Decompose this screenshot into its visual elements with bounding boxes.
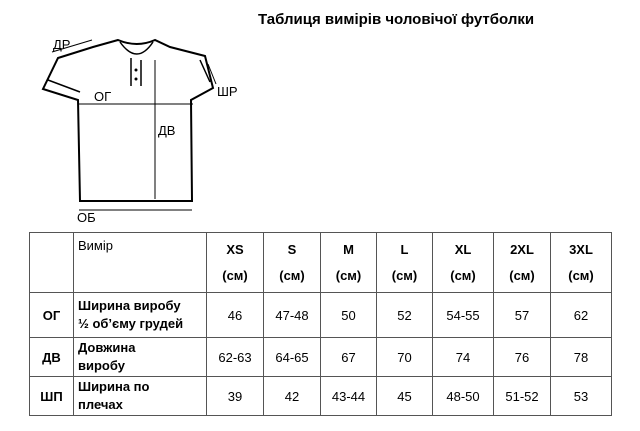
table-cell: 62-63	[207, 338, 264, 377]
table-cell: 47-48	[264, 293, 321, 338]
size-3xl: 3XL (см)	[551, 233, 612, 293]
size-s: S (см)	[264, 233, 321, 293]
row-description: Ширина по плечах	[74, 377, 207, 416]
table-cell: 74	[433, 338, 494, 377]
label-shr: ШР	[217, 84, 238, 99]
size-xs: XS (см)	[207, 233, 264, 293]
table-cell: 43-44	[321, 377, 377, 416]
table-row	[30, 338, 612, 377]
tshirt-diagram	[40, 30, 240, 230]
size-xl: XL (см)	[433, 233, 494, 293]
size-l: L (см)	[377, 233, 433, 293]
table-row	[30, 293, 612, 338]
label-og: ОГ	[94, 89, 112, 104]
row-code: ДВ	[30, 338, 74, 377]
table-row	[30, 377, 612, 416]
table-cell: 48-50	[433, 377, 494, 416]
table-cell: 42	[264, 377, 321, 416]
label-ob: ОБ	[77, 210, 96, 225]
row-description: Ширина виробу ½ об’єму грудей	[74, 293, 207, 338]
row-code: ОГ	[30, 293, 74, 338]
table-cell: 78	[551, 338, 612, 377]
table-cell: 76	[494, 338, 551, 377]
size-2xl: 2XL (см)	[494, 233, 551, 293]
label-dr: ДР	[53, 37, 71, 52]
header-label: Вимір	[74, 233, 207, 293]
size-m: M (см)	[321, 233, 377, 293]
table-cell: 51-52	[494, 377, 551, 416]
table-cell: 64-65	[264, 338, 321, 377]
placket	[131, 58, 141, 86]
table-corner-cell	[30, 233, 74, 293]
table-cell: 52	[377, 293, 433, 338]
table-cell: 50	[321, 293, 377, 338]
table-cell: 45	[377, 377, 433, 416]
table-cell: 57	[494, 293, 551, 338]
label-dv: ДВ	[158, 123, 176, 138]
table-cell: 46	[207, 293, 264, 338]
table-header-row	[30, 233, 612, 293]
table-cell: 67	[321, 338, 377, 377]
table-cell: 53	[551, 377, 612, 416]
table-cell: 54-55	[433, 293, 494, 338]
table-cell: 39	[207, 377, 264, 416]
page-title: Таблиця вимірів чоловічої футболки	[258, 11, 535, 28]
table-cell: 70	[377, 338, 433, 377]
row-description: Довжина виробу	[74, 338, 207, 377]
size-table	[29, 232, 612, 416]
row-code: ШП	[30, 377, 74, 416]
tshirt-outline	[43, 40, 213, 201]
table-cell: 62	[551, 293, 612, 338]
